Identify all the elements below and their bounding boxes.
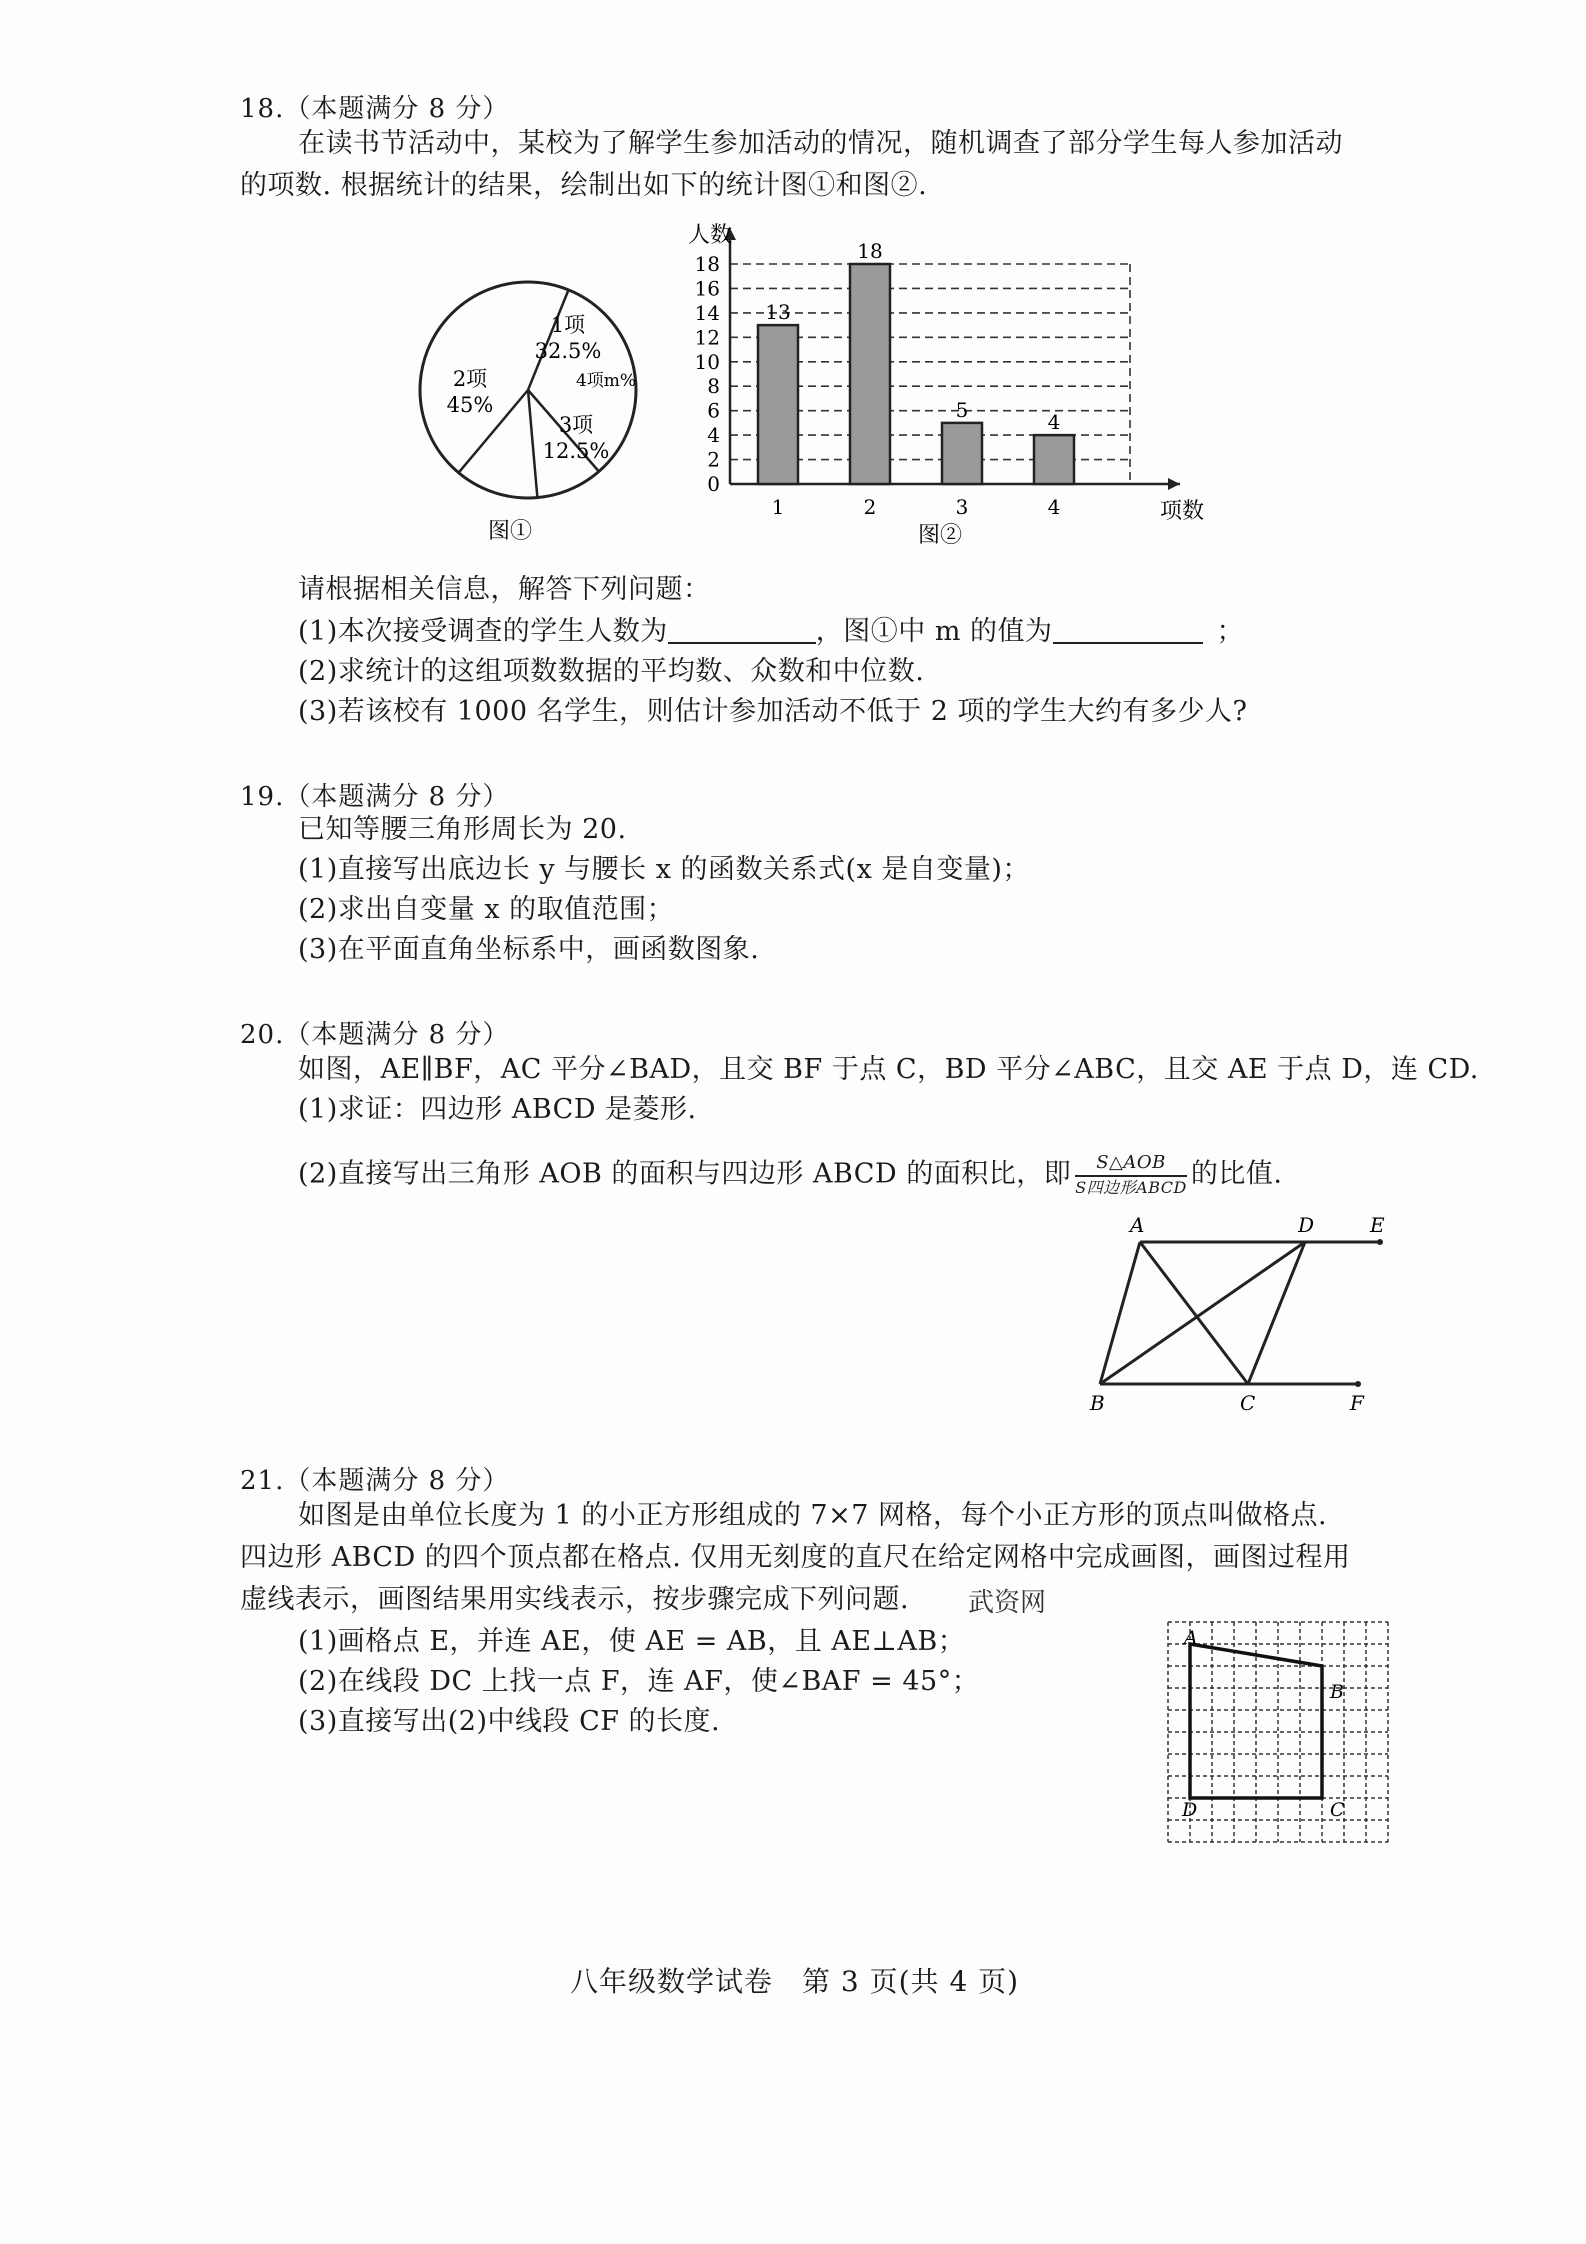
bar-data-label: 18: [857, 239, 883, 263]
pie-slice-name: 3项: [558, 413, 594, 437]
bar-ytick-label: 2: [707, 447, 720, 472]
q19-sub2: (2)求出自变量 x 的取值范围；: [298, 894, 675, 925]
bar: [1034, 435, 1074, 484]
q18-heading: 18.（本题满分 8 分）: [240, 94, 510, 124]
pie-slice-name: 1项: [550, 313, 586, 337]
bar-x-arrow: [1168, 478, 1180, 490]
q21-heading: 21.（本题满分 8 分）: [240, 1466, 510, 1496]
rhombus-figure: [1080, 1214, 1400, 1420]
point-e: [1377, 1239, 1383, 1245]
pie-slice-name: 4项m%: [575, 371, 637, 391]
q20-intro: 如图，AE∥BF，AC 平分∠BAD，且交 BF 于点 C，BD 平分∠ABC，且交 AE 于点 D，连 CD.: [298, 1054, 1479, 1085]
bar-category-label: 3: [955, 495, 969, 519]
area-ratio-fraction: [1075, 1154, 1187, 1196]
label-f: F: [1350, 1391, 1364, 1415]
diagonal-ac: [1140, 1242, 1248, 1384]
fraction-numerator: S△AOB: [1075, 1154, 1187, 1177]
page-footer: 八年级数学试卷 第 3 页(共 4 页): [570, 1965, 1020, 1998]
q18-intro-line2: 的项数. 根据统计的结果，绘制出如下的统计图①和图②.: [240, 170, 928, 201]
q19-heading: 19.（本题满分 8 分）: [240, 782, 510, 812]
bar-ytick-label: 14: [694, 300, 720, 325]
label-c: C: [1240, 1391, 1256, 1415]
q21-intro-line1: 如图是由单位长度为 1 的小正方形组成的 7×7 网格，每个小正方形的顶点叫做格点.: [298, 1500, 1328, 1531]
pie-slice-percent: 12.5%: [542, 439, 610, 463]
q18-sub2: (2)求统计的这组项数数据的平均数、众数和中位数.: [298, 656, 925, 687]
grid-label-b: B: [1330, 1681, 1344, 1703]
bar-chart: [660, 222, 1220, 562]
q20-sub1: (1)求证：四边形 ABCD 是菱形.: [298, 1094, 697, 1125]
bar-data-label: 4: [1047, 410, 1061, 435]
bar-ytick-label: 12: [694, 325, 720, 350]
q18-intro-line1: 在读书节活动中，某校为了解学生参加活动的情况，随机调查了部分学生每人参加活动: [298, 128, 1343, 159]
q20-sub2-text-b: 的比值.: [1190, 1158, 1283, 1190]
watermark: 武资网: [968, 1588, 1047, 1618]
bar-ytick-label: 16: [694, 276, 720, 301]
q19-sub1: (1)直接写出底边长 y 与腰长 x 的函数关系式(x 是自变量)；: [298, 854, 1030, 885]
label-b: B: [1090, 1391, 1105, 1415]
q21-sub2: (2)在线段 DC 上找一点 F，连 AF，使∠BAF = 45°；: [298, 1666, 980, 1697]
bar-ytick-label: 4: [707, 423, 720, 448]
bar-category-label: 1: [771, 495, 785, 519]
q18-sub1-text-c: ；: [1216, 616, 1245, 647]
bar-category-label: 4: [1047, 495, 1061, 519]
bar-caption: 图②: [917, 523, 963, 548]
bar-ytick-label: 8: [707, 374, 720, 399]
q20-sub2-text-a: (2)直接写出三角形 AOB 的面积与四边形 ABCD 的面积比，即: [298, 1158, 1072, 1190]
bar: [942, 423, 982, 484]
side-ab: [1100, 1242, 1140, 1384]
bar: [850, 264, 890, 484]
bar: [758, 325, 798, 484]
q19-intro: 已知等腰三角形周长为 20.: [298, 814, 627, 845]
q21-intro-line2: 四边形 ABCD 的四个顶点都在格点. 仅用无刻度的直尺在给定网格中完成画图，画图过程用: [240, 1542, 1351, 1573]
label-e: E: [1370, 1214, 1385, 1237]
bar-data-label: 13: [765, 300, 791, 325]
grid-label-d: D: [1182, 1799, 1198, 1821]
pie-slice-percent: 32.5%: [534, 339, 602, 363]
pie-slice-boundary: [528, 390, 537, 498]
bar-category-label: 2: [863, 495, 877, 519]
bar-ytick-label: 0: [707, 472, 720, 496]
pie-slice-percent: 45%: [446, 393, 494, 417]
bar-ylabel: 人数: [688, 223, 733, 248]
label-a: A: [1130, 1214, 1145, 1237]
bar-data-label: 5: [955, 397, 969, 422]
answer-blank-count[interactable]: [668, 614, 816, 644]
fraction-denominator: S四边形ABCD: [1075, 1178, 1187, 1197]
label-d: D: [1298, 1214, 1315, 1237]
q19-sub3: (3)在平面直角坐标系中，画函数图象.: [298, 934, 760, 965]
q20-sub2: [298, 1154, 1282, 1196]
answer-blank-m[interactable]: [1053, 614, 1203, 644]
q21-sub1: (1)画格点 E，并连 AE，使 AE = AB，且 AE⊥AB；: [298, 1626, 966, 1657]
bar-ytick-label: 6: [707, 398, 720, 423]
q18-sub1-text-b: ，图①中 m 的值为: [815, 616, 1053, 647]
pie-chart: [400, 268, 660, 548]
bar-ytick-label: 18: [694, 252, 720, 276]
grid-label-a: A: [1184, 1627, 1198, 1649]
pie-slice-name: 2项: [452, 367, 488, 391]
q21-intro-line3: 虚线表示，画图结果用实线表示，按步骤完成下列问题.: [240, 1584, 910, 1615]
q21-sub3: (3)直接写出(2)中线段 CF 的长度.: [298, 1706, 721, 1737]
bar-xlabel: 项数: [1160, 499, 1205, 524]
diagonal-bd: [1100, 1242, 1305, 1384]
q18-sub1-text-a: (1)本次接受调查的学生人数为: [298, 616, 668, 647]
q18-sub1: [298, 612, 1244, 652]
q18-sub3: (3)若该校有 1000 名学生，则估计参加活动不低于 2 项的学生大约有多少人?: [298, 696, 1248, 727]
grid-label-c: C: [1330, 1799, 1345, 1821]
grid-figure: [1160, 1614, 1404, 1858]
bar-ytick-label: 10: [694, 349, 720, 374]
q18-prompt: 请根据相关信息，解答下列问题：: [298, 574, 711, 605]
q20-heading: 20.（本题满分 8 分）: [240, 1020, 510, 1050]
point-f: [1355, 1381, 1361, 1387]
pie-caption: 图①: [487, 519, 533, 544]
